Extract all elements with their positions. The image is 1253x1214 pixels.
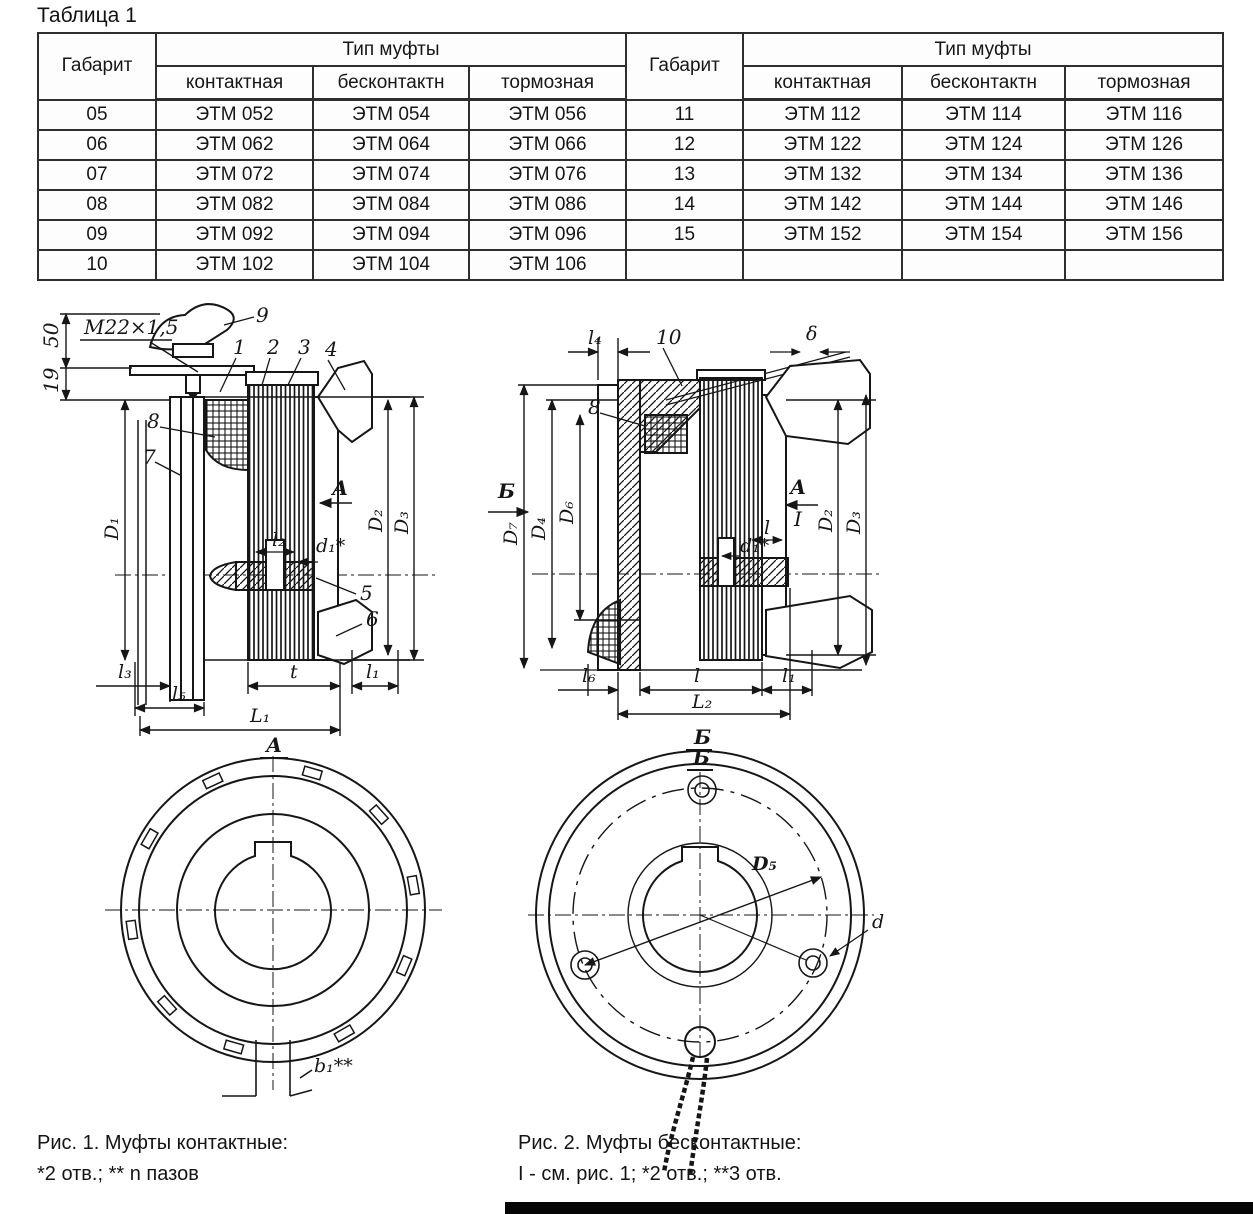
cell: ЭТМ 114 (902, 100, 1065, 131)
cell: ЭТМ 154 (902, 220, 1065, 250)
cell: ЭТМ 106 (469, 250, 626, 280)
figure1-view-a (105, 733, 442, 1096)
cell: ЭТМ 152 (743, 220, 902, 250)
view-a-title: А (266, 733, 283, 757)
dim-D2-label: D₂ (365, 509, 387, 532)
dim-19-label: 19 (39, 367, 63, 393)
cell: ЭТМ 146 (1065, 190, 1223, 220)
dim-l5-label: l₅ (172, 683, 186, 705)
cell: ЭТМ 086 (469, 190, 626, 220)
cell: ЭТМ 112 (743, 100, 902, 131)
dim-d-label: d (872, 911, 885, 933)
dim-delta-label: δ (806, 323, 818, 345)
header-beskontaktn-right: бесконтактн (902, 66, 1065, 100)
mount-holes (571, 776, 827, 979)
view-b-title: Б (693, 745, 711, 769)
header-kontaktnaya-right: контактная (743, 66, 902, 100)
dim-50-label: 50 (39, 322, 63, 348)
dim-D3-label: D₃ (843, 511, 865, 534)
part5-label: 5 (360, 581, 373, 605)
header-tormoznaya-right: тормозная (1065, 66, 1223, 100)
cell: ЭТМ 124 (902, 130, 1065, 160)
part4-label: 4 (325, 337, 338, 361)
cell: 13 (626, 160, 743, 190)
dim-t-label: t (290, 661, 298, 683)
cell: ЭТМ 142 (743, 190, 902, 220)
dim-D6-label: D₆ (556, 501, 578, 524)
cell: 08 (38, 190, 156, 220)
cell: ЭТМ 094 (313, 220, 469, 250)
cell: ЭТМ 062 (156, 130, 313, 160)
table-title: Таблица 1 (37, 4, 137, 27)
figure2-caption (518, 1128, 801, 1190)
part7-label: 7 (143, 445, 156, 469)
part1-label: 1 (233, 335, 246, 359)
cell: 11 (626, 100, 743, 131)
cell: ЭТМ 052 (156, 100, 313, 131)
cell: ЭТМ 092 (156, 220, 313, 250)
cell: ЭТМ 134 (902, 160, 1065, 190)
dim-d1-label: d₁* (740, 535, 770, 557)
cell: ЭТМ 056 (469, 100, 626, 131)
figure2-cross-section (488, 323, 880, 750)
cell: ЭТМ 096 (469, 220, 626, 250)
figure2-caption-line2: I - см. рис. 1; *2 отв.; **3 отв. (518, 1163, 782, 1185)
dim-D4-label: D₄ (528, 517, 550, 540)
disc-pack (697, 370, 765, 660)
disc-pack (246, 372, 318, 660)
figure1-caption-line1: Рис. 1. Муфты контактные: (37, 1132, 289, 1154)
cell: 09 (38, 220, 156, 250)
dim-l4 (568, 338, 650, 380)
cell: ЭТМ 066 (469, 130, 626, 160)
cell: ЭТМ 156 (1065, 220, 1223, 250)
part10-label: 10 (656, 325, 682, 349)
dim-l4-label: l₄ (588, 327, 602, 349)
part8-label: 8 (147, 409, 160, 433)
figure2-caption-line1: Рис. 2. Муфты бесконтактные: (518, 1132, 802, 1154)
header-gabarit-right: Габарит (626, 33, 743, 100)
bottom-dims (96, 650, 398, 736)
part2-label: 2 (267, 335, 280, 359)
section-b-label: Б (498, 479, 516, 503)
cell: ЭТМ 132 (743, 160, 902, 190)
cell: ЭТМ 122 (743, 130, 902, 160)
coil-section (206, 400, 248, 470)
header-gabarit-left: Габарит (38, 33, 156, 100)
dim-l-hub-label: l (764, 517, 771, 539)
dim-l3-label: l₃ (118, 661, 132, 683)
section-a-label: А (790, 475, 807, 499)
dim-b1-label: b₁** (314, 1055, 353, 1077)
dim-D7-label: D₇ (500, 522, 522, 545)
dim-L1-label: L₁ (250, 705, 271, 727)
part6-label: 6 (366, 607, 379, 631)
dim-l2-label: l₂ (272, 529, 286, 551)
cell: ЭТМ 076 (469, 160, 626, 190)
dim-l6-label: l₆ (582, 665, 596, 687)
figure2-view-b (528, 745, 884, 1176)
cell: ЭТМ 054 (313, 100, 469, 131)
dim-D2-label: D₂ (815, 509, 837, 532)
cell: ЭТМ 136 (1065, 160, 1223, 190)
dim-d1-label: d₁* (316, 535, 346, 557)
figure1-cross-section (39, 303, 438, 736)
dim-L2-label: L₂ (692, 691, 713, 713)
cell: 10 (38, 250, 156, 280)
part8-label: 8 (588, 395, 601, 419)
dim-l1-label: l₁ (782, 665, 796, 687)
cell: 15 (626, 220, 743, 250)
cell: ЭТМ 072 (156, 160, 313, 190)
dim-l-label: l (694, 665, 701, 687)
cell: ЭТМ 104 (313, 250, 469, 280)
header-tormoznaya-left: тормозная (469, 66, 626, 100)
cell: 12 (626, 130, 743, 160)
detail-i-label: I (794, 507, 802, 531)
section-a-label: А (332, 476, 349, 500)
part9-label: 9 (256, 303, 269, 327)
cell: ЭТМ 082 (156, 190, 313, 220)
cell: ЭТМ 084 (313, 190, 469, 220)
dim-l1-label: l₁ (366, 661, 380, 683)
header-type-right: Тип муфты (743, 33, 1223, 66)
cell: 05 (38, 100, 156, 131)
cell: 06 (38, 130, 156, 160)
dim-D1-label: D₁ (101, 517, 123, 540)
cell: ЭТМ 126 (1065, 130, 1223, 160)
bottom-scan-bar (505, 1202, 1253, 1214)
cell: ЭТМ 144 (902, 190, 1065, 220)
header-beskontaktn-left: бесконтактн (313, 66, 469, 100)
cell: ЭТМ 064 (313, 130, 469, 160)
cell: ЭТМ 116 (1065, 100, 1223, 131)
figure1-caption (37, 1128, 288, 1190)
dim-D5-label: D₅ (752, 853, 777, 875)
figure1-caption-line2: *2 отв.; ** n пазов (37, 1163, 199, 1185)
view-b-bottom-label: Б (694, 725, 712, 749)
cell: 14 (626, 190, 743, 220)
thread-label: М22×1,5 (84, 315, 179, 339)
dim-D3-label: D₃ (391, 511, 413, 534)
part3-label: 3 (298, 335, 311, 359)
cell: ЭТМ 102 (156, 250, 313, 280)
cell: 07 (38, 160, 156, 190)
cell: ЭТМ 074 (313, 160, 469, 190)
header-kontaktnaya-left: контактная (156, 66, 313, 100)
header-type-left: Тип муфты (156, 33, 626, 66)
armature-plate (138, 397, 204, 705)
